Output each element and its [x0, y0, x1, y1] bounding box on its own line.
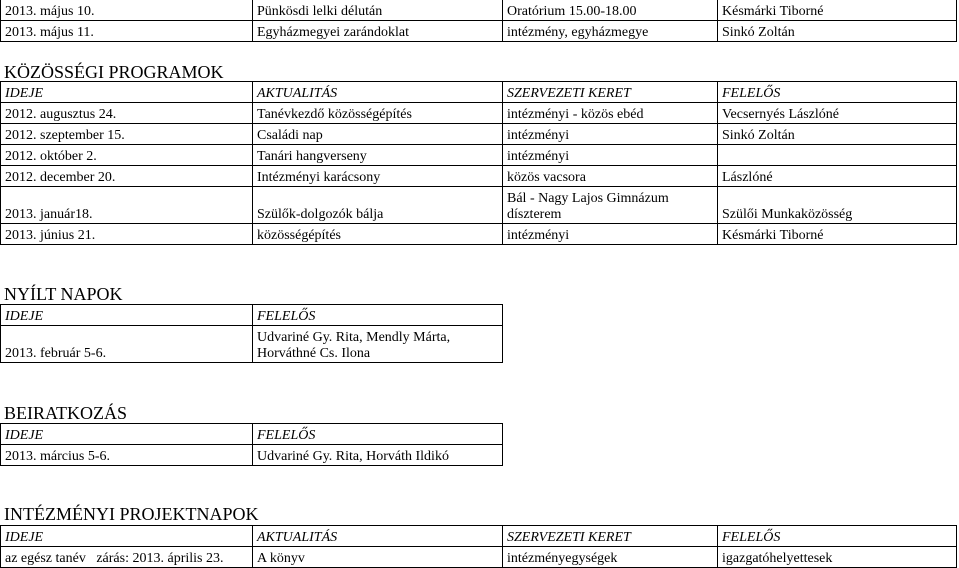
cell-topic: Szülők-dolgozók bálja — [253, 187, 503, 224]
cell-responsible — [718, 145, 957, 166]
table-row — [1, 21, 957, 42]
cell-topic: Családi nap — [253, 124, 503, 145]
cell-date: 2013. március 5-6. — [1, 445, 253, 466]
header-responsible: FELELŐS — [718, 82, 957, 103]
section-title-projects: INTÉZMÉNYI PROJEKTNAPOK — [4, 504, 259, 524]
cell-frame: intézményi - közös ebéd — [503, 103, 718, 124]
cell-responsible: Udvariné Gy. Rita, Horváth Ildikó — [253, 445, 503, 466]
cell-responsible: Vecsernyés Lászlóné — [718, 103, 957, 124]
table-row — [1, 145, 957, 166]
cell-date: 2013. május 10. — [1, 0, 253, 21]
cell-frame: intézményi — [503, 145, 718, 166]
header-topic: AKTUALITÁS — [253, 82, 503, 103]
cell-responsible: Késmárki Tiborné — [718, 0, 957, 21]
cell-topic: közösségépítés — [253, 224, 503, 245]
table-row — [1, 166, 957, 187]
enrollment-table — [0, 423, 503, 466]
header-responsible: FELELŐS — [253, 424, 503, 445]
cell-date: 2012. szeptember 15. — [1, 124, 253, 145]
cell-responsible: Lászlóné — [718, 166, 957, 187]
table-header-row — [1, 424, 503, 445]
cell-frame: intézményegységek — [503, 547, 718, 568]
cell-topic: Egyházmegyei zarándoklat — [253, 21, 503, 42]
header-responsible: FELELŐS — [718, 526, 957, 547]
cell-topic: Intézményi karácsony — [253, 166, 503, 187]
header-topic: AKTUALITÁS — [253, 526, 503, 547]
table-header-row — [1, 526, 957, 547]
header-date: IDEJE — [1, 82, 253, 103]
table-row — [1, 187, 957, 224]
cell-topic: Pünkösdi lelki délután — [253, 0, 503, 21]
cell-date: 2012. október 2. — [1, 145, 253, 166]
cell-frame: intézményi — [503, 124, 718, 145]
cell-responsible: Sinkó Zoltán — [718, 21, 957, 42]
cell-responsible: Sinkó Zoltán — [718, 124, 957, 145]
table-row — [1, 547, 957, 568]
open-days-table — [0, 304, 503, 363]
header-date: IDEJE — [1, 424, 253, 445]
cell-frame: közös vacsora — [503, 166, 718, 187]
cell-date: 2012. augusztus 24. — [1, 103, 253, 124]
cell-responsible: Szülői Munkaközösség — [718, 187, 957, 224]
table-row — [1, 124, 957, 145]
cell-date: az egész tanév zárás: 2013. április 23. — [1, 547, 253, 568]
cell-date: 2013. február 5-6. — [1, 326, 253, 363]
cell-topic: Tanévkezdő közösségépítés — [253, 103, 503, 124]
cell-date: 2012. december 20. — [1, 166, 253, 187]
header-responsible: FELELŐS — [253, 305, 503, 326]
cell-date: 2013. június 21. — [1, 224, 253, 245]
section-title-enrollment: BEIRATKOZÁS — [4, 403, 128, 423]
project-days-table — [0, 525, 957, 568]
table-row — [1, 103, 957, 124]
table-row — [1, 445, 503, 466]
top-rows-table — [0, 0, 957, 42]
cell-date: 2013. május 11. — [1, 21, 253, 42]
cell-topic: A könyv — [253, 547, 503, 568]
cell-frame: intézményi — [503, 224, 718, 245]
section-title-community: KÖZÖSSÉGI PROGRAMOK — [4, 62, 224, 82]
community-programs-table — [0, 81, 957, 245]
cell-frame: Bál - Nagy Lajos Gimnázum díszterem — [503, 187, 718, 224]
table-header-row — [1, 82, 957, 103]
table-row — [1, 326, 503, 363]
cell-frame: Oratórium 15.00-18.00 — [503, 0, 718, 21]
cell-topic: Tanári hangverseny — [253, 145, 503, 166]
header-date: IDEJE — [1, 526, 253, 547]
table-row — [1, 224, 957, 245]
table-row — [1, 0, 957, 21]
section-title-open-days: NYÍLT NAPOK — [4, 284, 123, 304]
cell-responsible: Késmárki Tiborné — [718, 224, 957, 245]
header-frame: SZERVEZETI KERET — [503, 526, 718, 547]
cell-responsible: Udvariné Gy. Rita, Mendly Márta, Horváthné Cs. Ilona — [253, 326, 503, 363]
cell-date: 2013. január18. — [1, 187, 253, 224]
cell-responsible: igazgatóhelyettesek — [718, 547, 957, 568]
table-header-row — [1, 305, 503, 326]
cell-frame: intézmény, egyházmegye — [503, 21, 718, 42]
header-date: IDEJE — [1, 305, 253, 326]
header-frame: SZERVEZETI KERET — [503, 82, 718, 103]
